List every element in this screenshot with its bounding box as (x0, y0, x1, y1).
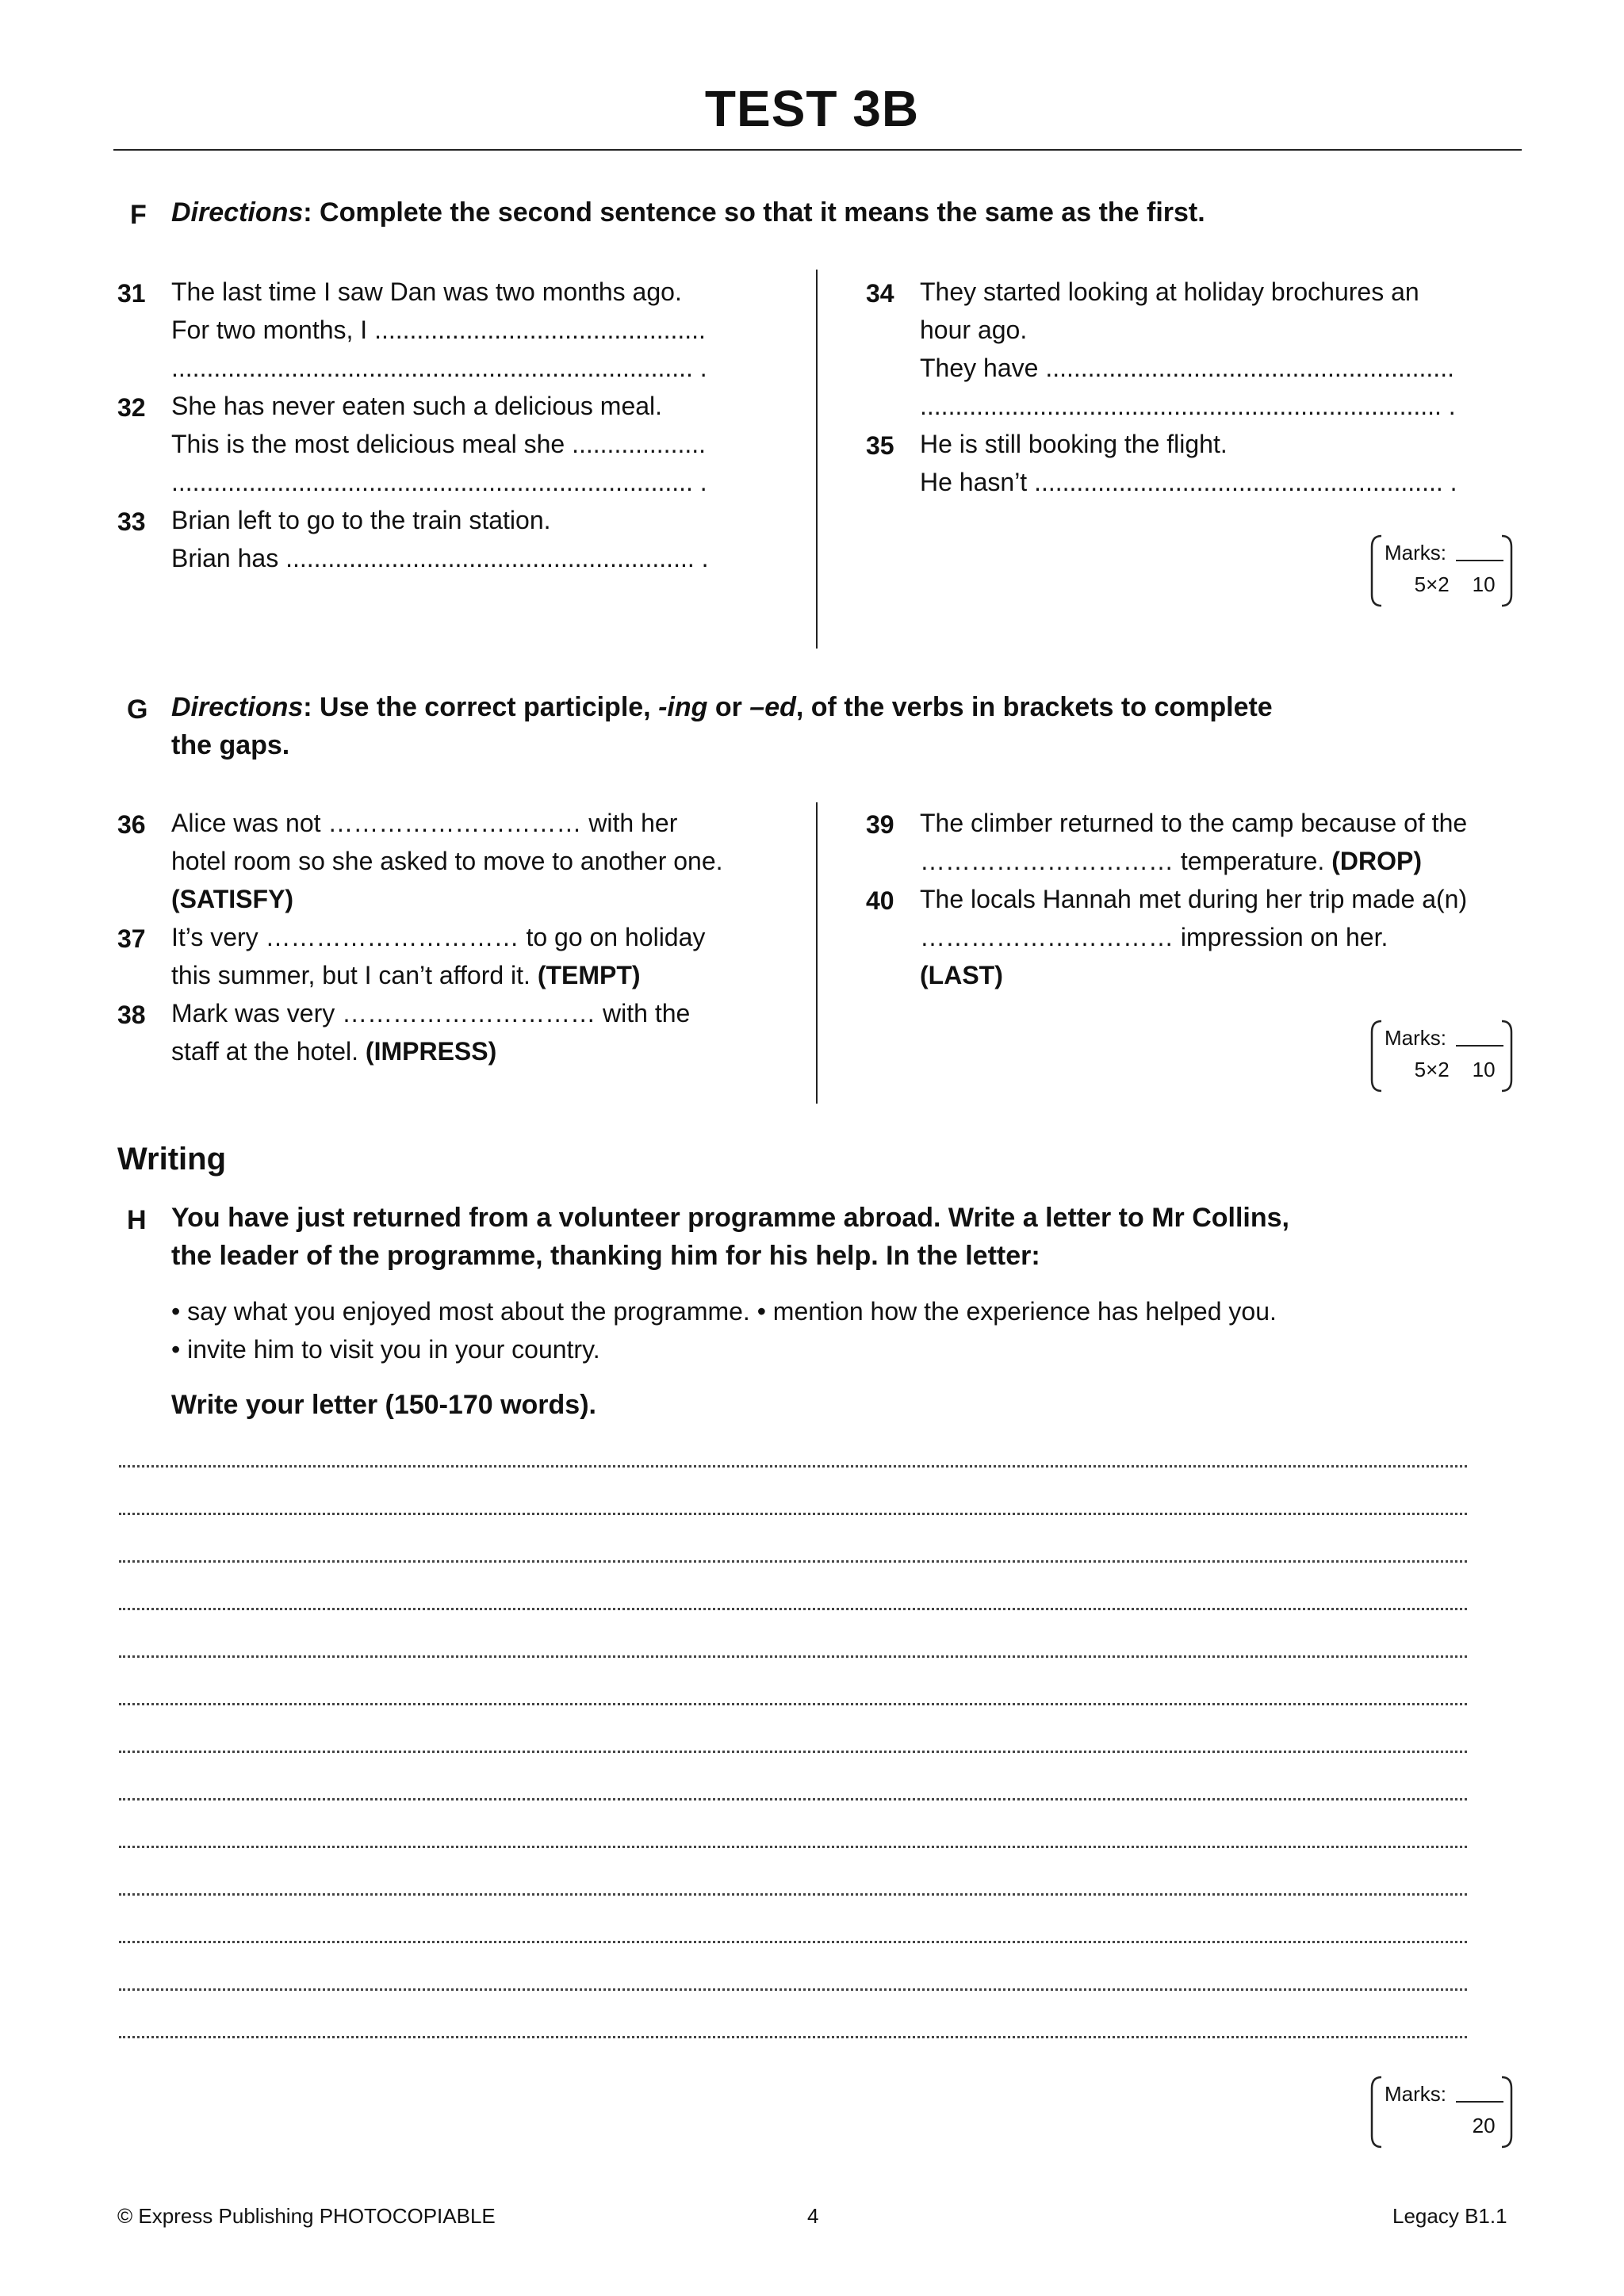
footer-page-number: 4 (807, 2204, 819, 2228)
writing-line[interactable] (119, 1846, 1467, 1848)
item-33-line-1: Brian left to go to the train station. (171, 506, 551, 534)
item-35-line-1: He is still booking the flight. (920, 430, 1228, 458)
item-number: 38 (117, 1001, 146, 1029)
item-40-line-1: The locals Hannah met during her trip made a(n) (920, 885, 1468, 913)
item-number: 33 (117, 507, 146, 536)
writing-line[interactable] (119, 1988, 1467, 1991)
item-37-line-2: this summer, but I can’t afford it. (TEMPT) (171, 961, 641, 989)
item-34-line-2: hour ago. (920, 316, 1028, 344)
item-39-line-1: The climber returned to the camp because of the (920, 809, 1468, 837)
item-32-line-2: This is the most delicious meal she ................... (171, 430, 707, 458)
item-31-line-3: .......................................................................... . (171, 354, 707, 382)
item-34-line-1: They started looking at holiday brochures an (920, 277, 1419, 306)
section-g-directions-line-2: the gaps. (171, 730, 290, 760)
item-31-line-1: The last time I saw Dan was two months ago. (171, 277, 682, 306)
item-31-line-2: For two months, I ............................................... (171, 316, 706, 344)
marks-box (1370, 1020, 1513, 1093)
writing-line[interactable] (119, 1655, 1467, 1658)
writing-line[interactable] (119, 1893, 1467, 1896)
writing-line[interactable] (119, 1798, 1467, 1800)
ing-suffix: -ing (658, 692, 708, 722)
marks-label: Marks: (1385, 1026, 1446, 1050)
marks-blank (1456, 560, 1503, 561)
writing-prompt-line-2: the leader of the programme, thanking him for his help. In the letter: (171, 1241, 1040, 1271)
column-divider (816, 802, 818, 1104)
marks-fraction (1370, 2114, 1507, 2138)
writing-line[interactable] (119, 1703, 1467, 1705)
item-36-line-2: hotel room so she asked to move to another one. (171, 847, 723, 875)
directions-text: , of the verbs in brackets to complete (795, 692, 1273, 722)
item-35-line-2: He hasn’t .......................................................... . (920, 468, 1457, 496)
item-37-line-1: It’s very ………………………… to go on holiday (171, 923, 706, 951)
title-rule (113, 149, 1522, 151)
section-g-directions (171, 688, 1273, 726)
item-number: 32 (117, 393, 146, 422)
item-number: 31 (117, 279, 146, 308)
marks-box (1370, 2076, 1513, 2149)
writing-bullets-line-2: • invite him to visit you in your country. (171, 1335, 600, 1364)
marks-label: Marks: (1385, 541, 1446, 564)
item-34-line-3: They have .......................................................... (920, 354, 1454, 382)
ed-suffix: –ed (749, 692, 796, 722)
directions-or: or (707, 692, 750, 722)
marks-fraction (1370, 572, 1507, 597)
writing-line[interactable] (119, 1941, 1467, 1943)
marks-label: Marks: (1385, 2082, 1446, 2106)
writing-bullets-line-1: • say what you enjoyed most about the programme. • mention how the experience has helped you. (171, 1297, 1277, 1326)
item-40-line-2: ………………………… impression on her. (920, 923, 1388, 951)
directions-label: Directions (171, 197, 304, 228)
item-36-line-1: Alice was not ………………………… with her (171, 809, 678, 837)
item-34-line-4: .......................................................................... . (920, 392, 1456, 420)
marks-fraction (1370, 1058, 1507, 1082)
marks-blank (1456, 2101, 1503, 2103)
marks-multiplier: 5×2 (1414, 572, 1450, 596)
marks-total: 10 (1472, 1058, 1496, 1081)
writing-prompt-line-1: You have just returned from a volunteer programme abroad. Write a letter to Mr Collins, (171, 1203, 1290, 1233)
writing-heading: Writing (117, 1142, 227, 1177)
item-number: 40 (866, 886, 894, 915)
item-number: 37 (117, 924, 146, 953)
page-title: TEST 3B (704, 80, 920, 137)
directions-label: Directions (171, 692, 304, 722)
item-38-line-1: Mark was very ………………………… with the (171, 999, 691, 1027)
column-divider (816, 270, 818, 649)
item-32-line-1: She has never eaten such a delicious meal. (171, 392, 663, 420)
section-f-letter: F (130, 200, 147, 230)
item-39-line-2: ………………………… temperature. (DROP) (920, 847, 1422, 875)
item-38-line-2: staff at the hotel. (IMPRESS) (171, 1037, 497, 1066)
marks-multiplier: 5×2 (1414, 1058, 1450, 1081)
writing-line[interactable] (119, 1465, 1467, 1468)
marks-blank (1456, 1045, 1503, 1047)
section-g-letter: G (127, 695, 148, 725)
directions-text: : Use the correct participle, (303, 692, 659, 722)
item-32-line-3: .......................................................................... . (171, 468, 707, 496)
item-number: 36 (117, 810, 146, 839)
item-33-line-2: Brian has .......................................................... . (171, 544, 709, 572)
writing-line[interactable] (119, 1608, 1467, 1610)
footer-book-title: Legacy B1.1 (1392, 2204, 1507, 2228)
section-h-letter: H (127, 1205, 147, 1235)
writing-line[interactable] (119, 1751, 1467, 1753)
writing-line[interactable] (119, 1513, 1467, 1515)
item-40-line-3: (LAST) (920, 961, 1003, 989)
item-number: 39 (866, 810, 894, 839)
item-36-line-3: (SATISFY) (171, 885, 294, 913)
footer-copyright: © Express Publishing PHOTOCOPIABLE (117, 2204, 496, 2228)
marks-total: 10 (1472, 572, 1496, 596)
writing-instruction: Write your letter (150-170 words). (171, 1390, 596, 1420)
directions-text: : Complete the second sentence so that it means the same as the first. (303, 197, 1205, 228)
item-number: 34 (866, 279, 894, 308)
item-number: 35 (866, 431, 894, 460)
writing-line[interactable] (119, 1560, 1467, 1563)
section-f-directions (171, 193, 1205, 232)
marks-total: 20 (1472, 2114, 1496, 2137)
marks-box (1370, 534, 1513, 607)
writing-line[interactable] (119, 2036, 1467, 2038)
